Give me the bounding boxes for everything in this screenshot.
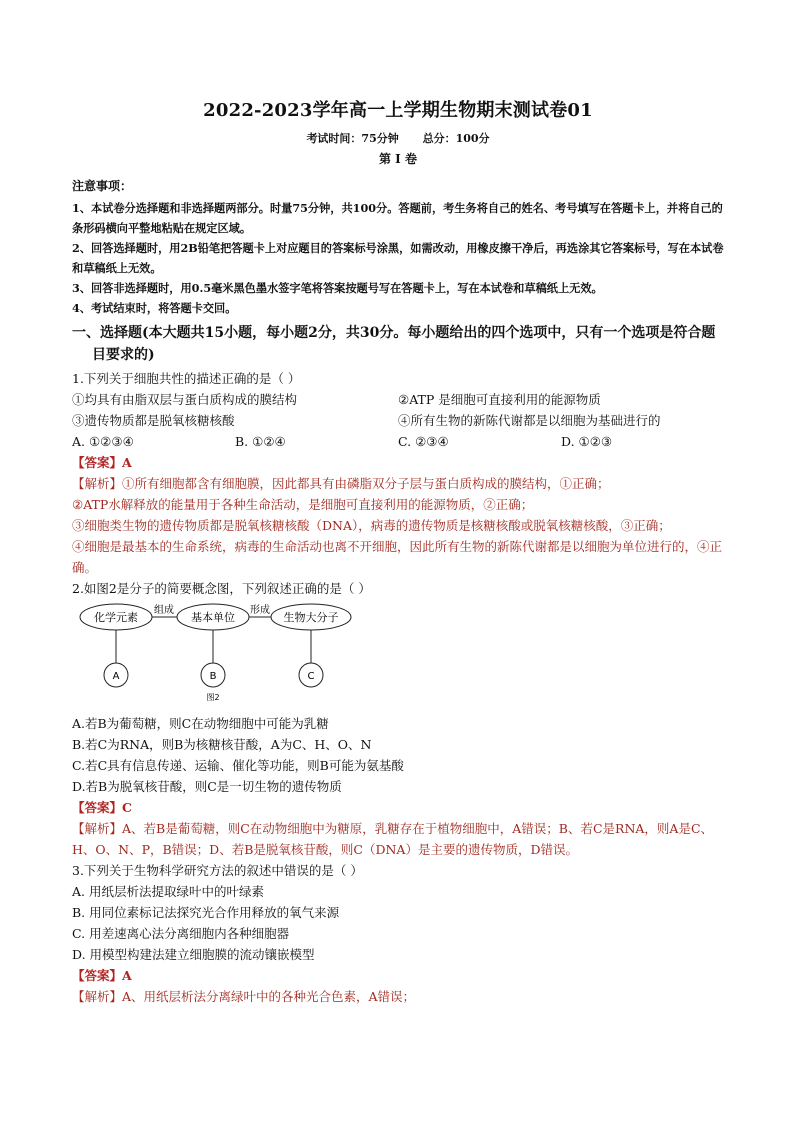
option-c: C. 用差速离心法分离细胞内各种细胞器 — [72, 926, 290, 941]
answer: 【答案】A — [72, 455, 132, 470]
option-b: B. ①②④ — [235, 434, 286, 449]
notice-block — [72, 177, 724, 318]
circle-label-a: A — [112, 671, 120, 682]
option-c: C.若C具有信息传递、运输、催化等功能，则B可能为氨基酸 — [72, 758, 404, 773]
section-heading-line1: 一、选择题(本大题共15小题，每小题2分，共30分。每小题给出的四个选项中，只有一个选项是符合题 — [72, 325, 716, 341]
option-b: B.若C为RNA，则B为核糖核苷酸，A为C、H、O、N — [72, 737, 372, 752]
option-row — [72, 431, 724, 452]
statement-2: ②ATP 是细胞可直接利用的能源物质 — [398, 392, 601, 407]
node-label-3: 生物大分子 — [283, 611, 339, 624]
explanation-line: ②ATP水解释放的能量用于各种生命活动，是细胞可直接利用的能源物质，②正确； — [72, 497, 534, 512]
option-d: D.若B为脱氧核苷酸，则C是一切生物的遗传物质 — [72, 779, 342, 794]
question-stem: 2.如图2是分子的简要概念图，下列叙述正确的是（ ） — [72, 581, 371, 596]
notice-item: 4、考试结束时，将答题卡交回。 — [72, 301, 237, 315]
notice-title: 注意事项： — [72, 179, 133, 193]
option-a: A. ①②③④ — [72, 434, 134, 449]
exam-time: 考试时间：75分钟 — [306, 132, 399, 145]
edge-label-1: 组成 — [154, 605, 174, 616]
notice-item: 3、回答非选择题时，用0.5毫米黑色墨水签字笔将答案按题号写在答题卡上，写在本试卷和草稿纸上无效。 — [72, 281, 603, 295]
statement-grid — [72, 389, 724, 431]
explanation-line: 【解析】①所有细胞都含有细胞膜，因此都具有由磷脂双分子层与蛋白质构成的膜结构，①正确； — [72, 476, 610, 491]
question-stem: 1.下列关于细胞共性的描述正确的是（ ） — [72, 371, 301, 386]
statement-1: ①均具有由脂双层与蛋白质构成的膜结构 — [72, 392, 298, 407]
concept-diagram — [78, 603, 358, 703]
option-c: C. ②③④ — [398, 434, 449, 449]
option-d: D. ①②③ — [561, 434, 613, 449]
circle-label-b: B — [209, 671, 217, 682]
question-2 — [72, 578, 724, 860]
statement-3: ③遗传物质都是脱氧核糖核酸 — [72, 413, 235, 428]
circle-label-c: C — [307, 671, 315, 682]
question-1 — [72, 368, 724, 578]
section-heading-line2: 目要求的) — [92, 347, 155, 363]
answer: 【答案】A — [72, 968, 132, 983]
notice-item: 1、本试卷分选择题和非选择题两部分。时量75分钟，共100分。答题前，考生务将自己的姓名、考号填写在答题卡上，并将自己的条形码横向平整地粘贴在规定区域。 — [72, 201, 723, 235]
exam-page — [72, 96, 724, 1007]
volume-label: 第 I 卷 — [379, 152, 417, 166]
option-a: A.若B为葡萄糖，则C在动物细胞中可能为乳糖 — [72, 716, 329, 731]
option-a: A. 用纸层析法提取绿叶中的叶绿素 — [72, 884, 264, 899]
explanation-line: ③细胞类生物的遗传物质都是脱氧核糖核酸（DNA），病毒的遗传物质是核糖核酸或脱氧核糖核酸，③正确； — [72, 518, 671, 533]
node-label-1: 化学元素 — [94, 611, 138, 624]
option-d: D. 用模型构建法建立细胞膜的流动镶嵌模型 — [72, 947, 315, 962]
page-title: 2022-2023学年高一上学期生物期末测试卷01 — [203, 100, 593, 121]
exam-meta — [72, 130, 724, 146]
explanation: 【解析】A、用纸层析法分离绿叶中的各种光合色素，A错误； — [72, 989, 416, 1004]
question-stem: 3.下列关于生物科学研究方法的叙述中错误的是（ ） — [72, 863, 363, 878]
exam-score: 总分：100分 — [422, 132, 490, 145]
node-label-2: 基本单位 — [191, 611, 235, 624]
notice-item: 2、回答选择题时，用2B铅笔把答题卡上对应题目的答案标号涂黑，如需改动，用橡皮擦干净后，再选涂其它答案标号，写在本试卷和草稿纸上无效。 — [72, 241, 724, 275]
option-b: B. 用同位素标记法探究光合作用释放的氧气来源 — [72, 905, 340, 920]
explanation: 【解析】A、若B是葡萄糖，则C在动物细胞中为糖原，乳糖存在于植物细胞中，A错误；B、若C是RNA，则A是C、H、O、N、P，B错误；D、若B是脱氧核苷酸，则C（DNA）是主要的遗传物质，D错误。 — [72, 821, 714, 857]
section-heading — [72, 322, 724, 366]
explanation-line: ④细胞是最基本的生命系统，病毒的生命活动也离不开细胞，因此所有生物的新陈代谢都是以细胞为单位进行的，④正确。 — [72, 539, 723, 575]
figure-caption: 图2 — [206, 693, 220, 702]
answer: 【答案】C — [72, 800, 132, 815]
edge-label-2: 形成 — [250, 605, 270, 616]
question-3 — [72, 860, 724, 1007]
statement-4: ④所有生物的新陈代谢都是以细胞为基础进行的 — [398, 413, 661, 428]
